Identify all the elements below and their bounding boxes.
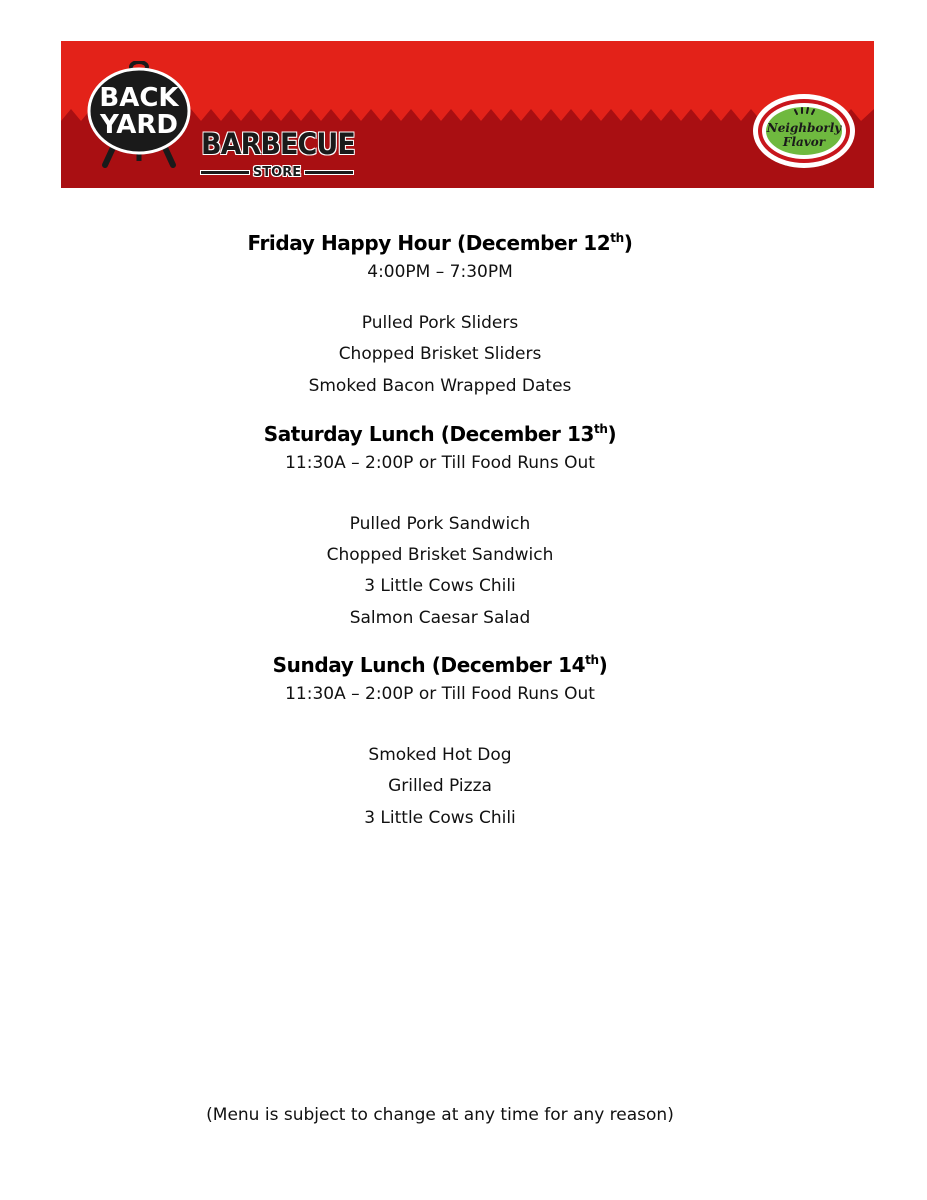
section-hours: 4:00PM – 7:30PM xyxy=(367,262,513,282)
store-label: STORE xyxy=(252,164,302,180)
menu-item: Grilled Pizza xyxy=(388,776,492,797)
heading-text: Sunday Lunch (December 14 xyxy=(272,653,586,678)
barbecue-wordmark: BARBECUE xyxy=(201,127,355,161)
section-hours: 11:30A – 2:00P or Till Food Runs Out xyxy=(285,684,595,705)
menu-item: Pulled Pork Sliders xyxy=(361,313,519,333)
menu-item: Salmon Caesar Salad xyxy=(349,607,531,628)
menu-item: Smoked Hot Dog xyxy=(368,745,512,766)
logo-line2: YARD xyxy=(99,110,179,140)
heading-close: ) xyxy=(607,421,617,446)
heading-ordinal: th xyxy=(610,231,624,245)
menu-body xyxy=(0,226,880,834)
section-heading xyxy=(0,648,880,682)
menu-item: Chopped Brisket Sandwich xyxy=(326,545,554,566)
section-heading xyxy=(0,417,880,451)
menu-item: Smoked Bacon Wrapped Dates xyxy=(308,375,572,396)
neighborly-flavor-badge xyxy=(752,93,856,169)
logo-line1: BACK xyxy=(99,83,179,113)
heading-close: ) xyxy=(623,231,633,255)
heading-ordinal: th xyxy=(585,653,599,668)
header-banner xyxy=(61,41,874,188)
wordmark-rule-right xyxy=(305,171,353,174)
item-list xyxy=(0,308,880,402)
menu-section-saturday xyxy=(0,417,880,634)
menu-item: Pulled Pork Sandwich xyxy=(349,513,531,534)
item-list xyxy=(0,740,880,834)
section-hours: 11:30A – 2:00P or Till Food Runs Out xyxy=(285,452,595,473)
heading-text: Friday Happy Hour (December 12 xyxy=(247,231,611,255)
menu-item: Chopped Brisket Sliders xyxy=(338,344,542,365)
heading-text: Saturday Lunch (December 13 xyxy=(263,421,595,446)
item-list xyxy=(0,509,880,634)
menu-disclaimer: (Menu is subject to change at any time for any reason) xyxy=(206,1105,674,1125)
badge-line1: Neighborly xyxy=(766,121,842,135)
store-wordmark xyxy=(201,164,353,180)
section-heading xyxy=(0,226,880,260)
menu-section-friday xyxy=(0,226,880,402)
back-yard-grill-logo xyxy=(87,61,191,169)
heading-ordinal: th xyxy=(594,421,608,436)
menu-section-sunday xyxy=(0,648,880,834)
menu-item: 3 Little Cows Chili xyxy=(364,807,516,828)
wordmark-rule-left xyxy=(201,171,249,174)
heading-close: ) xyxy=(598,653,608,678)
menu-item: 3 Little Cows Chili xyxy=(364,576,516,597)
badge-line2: Flavor xyxy=(782,135,826,149)
